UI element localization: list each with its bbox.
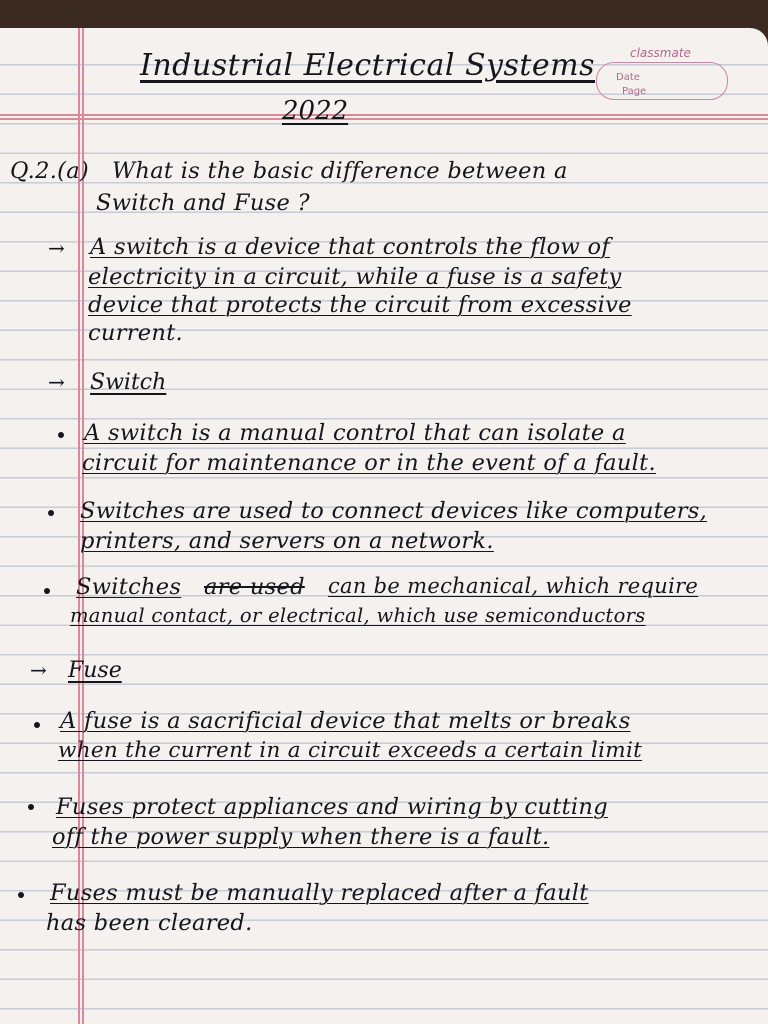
fuse-arrow-icon: → — [30, 658, 47, 682]
question-line-1: What is the basic difference between a — [112, 158, 568, 184]
fuse-heading: Fuse — [68, 658, 122, 683]
switch-bullet-2-line-2: printers, and servers on a network. — [80, 528, 494, 554]
question-line-2: Switch and Fuse ? — [96, 190, 310, 216]
fuse-bullet-1-line-2: when the current in a circuit exceeds a certain limit — [58, 738, 643, 763]
bullet-dot — [58, 432, 64, 438]
bullet-dot — [34, 722, 40, 728]
switch-heading: Switch — [90, 370, 167, 395]
switch-bullet-1-line-1: A switch is a manual control that can isolate a — [84, 420, 626, 446]
bullet-dot — [48, 510, 54, 516]
answer-arrow-icon: → — [48, 236, 65, 260]
classmate-brand-stamp — [588, 46, 738, 106]
switch-bullet-3-word: Switches — [76, 574, 182, 600]
switch-bullet-1-line-2: circuit for maintenance or in the event of a fault. — [82, 450, 656, 476]
answer-line-1: A switch is a device that controls the flow of — [90, 234, 611, 260]
bullet-dot — [28, 804, 34, 810]
switch-bullet-3-struck-text: are used — [204, 574, 305, 600]
fuse-bullet-1-line-1: A fuse is a sacrificial device that melts or breaks — [60, 708, 631, 734]
answer-line-4: current. — [88, 320, 184, 346]
bullet-dot — [18, 892, 24, 898]
switch-bullet-2-line-1: Switches are used to connect devices like computers, — [80, 498, 708, 524]
answer-line-2: electricity in a circuit, while a fuse is a safety — [88, 264, 622, 290]
header-rule — [0, 114, 768, 116]
fuse-bullet-3-line-1: Fuses must be manually replaced after a fault — [50, 880, 589, 906]
switch-arrow-icon: → — [48, 370, 65, 394]
date-label: Date — [616, 72, 640, 83]
brand-logo: classmate — [630, 46, 691, 60]
bullet-dot — [44, 588, 50, 594]
fuse-bullet-3-line-2: has been cleared. — [46, 910, 253, 936]
page-label: Page — [622, 86, 647, 97]
fuse-bullet-2-line-1: Fuses protect appliances and wiring by cutting — [56, 794, 608, 820]
fuse-bullet-2-line-2: off the power supply when there is a fault. — [52, 824, 550, 850]
question-number: Q.2.(a) — [10, 158, 90, 184]
answer-line-3: device that protects the circuit from excessive — [88, 292, 632, 318]
switch-bullet-3-line-1: can be mechanical, which require — [328, 574, 699, 598]
page-year: 2022 — [282, 96, 349, 126]
switch-bullet-3-line-2: manual contact, or electrical, which use semiconductors — [70, 604, 646, 627]
notebook-page — [0, 28, 768, 1024]
page-title: Industrial Electrical Systems — [140, 48, 596, 83]
header-rule-2 — [0, 118, 768, 120]
